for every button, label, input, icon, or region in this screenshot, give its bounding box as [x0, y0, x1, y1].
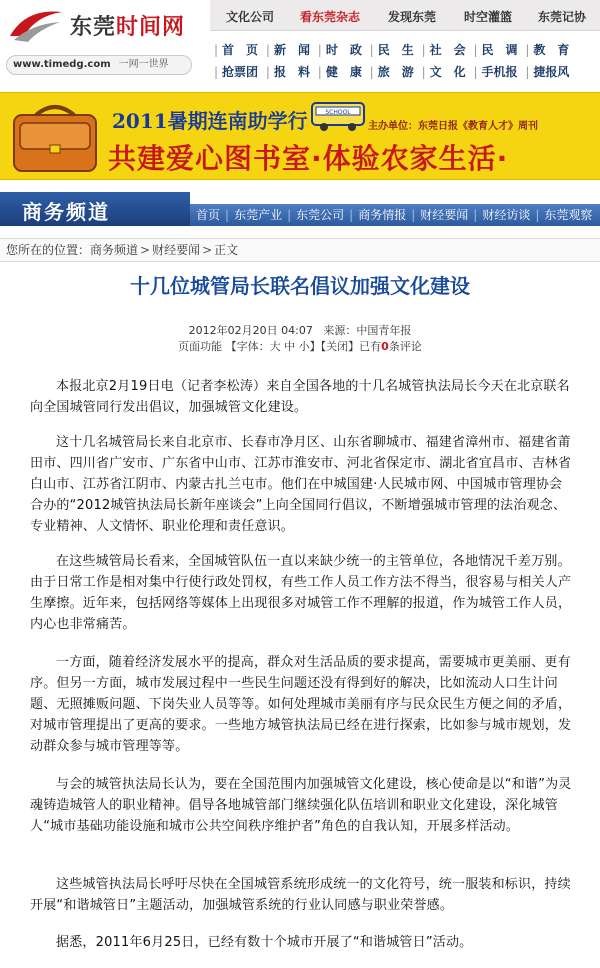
page-tools — [0, 338, 600, 354]
banner-title: 2011暑期连南助学行 — [112, 109, 308, 133]
sub-navigation — [210, 37, 600, 85]
font-size-medium[interactable]: 中 — [284, 340, 296, 353]
banner-slogan: 共建爱心图书室·体验农家生活· — [108, 142, 509, 175]
logo-swoosh-icon — [6, 6, 66, 44]
channel-nav-finance-news[interactable]: 财经要闻 — [420, 208, 469, 222]
subnav-society[interactable]: 社 会 — [429, 43, 466, 57]
channel-nav-industry[interactable]: 东莞产业 — [234, 208, 283, 222]
channel-nav-observe[interactable]: 东莞观察 — [544, 208, 593, 222]
site-slogan: 一网一世界 — [118, 59, 169, 70]
schoolbag-icon — [6, 101, 104, 175]
breadcrumb-label: 您所在的位置： — [6, 243, 91, 257]
close-link[interactable]: 】【关闭】 — [309, 340, 360, 353]
site-header — [0, 0, 600, 92]
top-tab-magazine[interactable]: 看东莞杂志 — [300, 10, 361, 24]
article-paragraph-7: 据悉，2011年6月25日，已经有数十个城市开展了“和谐城管日”活动。 — [56, 935, 473, 950]
article-paragraph-3: 在这些城管局长看来，全国城管队伍一直以来缺少统一的主管单位，各地情况千差万别。由于日常工作是相对集中行使行政处罚权，有些工作人员工作方法不得当，很容易与相关人产生摩擦。近年来，包括网络等媒体上出现很多对城管工作不理解的报道，作为城管工作人员，内心也非常痛苦。 — [30, 554, 572, 632]
channel-title: 商务频道 — [22, 200, 110, 224]
channel-nav-intel[interactable]: 商务情报 — [358, 208, 407, 222]
site-name-part1: 东莞 — [70, 15, 117, 40]
breadcrumb: 您所在的位置：商务频道 > 财经要闻 > 正文 — [0, 238, 600, 262]
channel-title-block[interactable] — [0, 192, 190, 226]
channel-nav-interviews[interactable]: 财经访谈 — [482, 208, 531, 222]
top-tab-journalists[interactable]: 东莞记协 — [538, 10, 587, 24]
article-source: 中国青年报 — [356, 324, 412, 337]
site-url-bar — [6, 55, 192, 75]
channel-nav-home[interactable]: 首页 — [196, 208, 221, 222]
subnav-row-1: | 首 页 | 新 闻 | 时 政 | 民 生 | 社 会 | 民 调 | 教 育 — [214, 43, 570, 57]
subnav-jiebao[interactable]: 捷报风 — [533, 65, 570, 79]
site-name — [70, 10, 185, 41]
tools-label: 页面功能 【字体： — [178, 340, 270, 353]
breadcrumb-item-finance[interactable]: 财经要闻 — [152, 243, 201, 257]
channel-nav-companies[interactable]: 东莞公司 — [296, 208, 345, 222]
top-tab-culture-company[interactable]: 文化公司 — [226, 10, 275, 24]
breadcrumb-item-channel[interactable]: 商务频道 — [90, 243, 139, 257]
school-bus-icon — [310, 99, 366, 133]
site-name-part2: 时间网 — [116, 15, 186, 40]
subnav-politics[interactable]: 时 政 — [325, 43, 362, 57]
subnav-health[interactable]: 健 康 — [325, 65, 362, 79]
top-tab-basketball[interactable]: 时空灌篮 — [464, 10, 513, 24]
article-datetime: 2012年02月20日 04:07 — [188, 324, 313, 337]
site-url[interactable]: www.timedg.com — [13, 59, 111, 70]
article-paragraph-5: 与会的城管执法局长认为，要在全国范围内加强城管文化建设，核心使命是以“和谐”为灵魂铸造城管人的职业精神。倡导各地城管部门继续强化队伍培训和职业文化建设，深化城管人“城市基础功能设施和城市公共空间秩序维护者”角色的自我认知，开展多样活动。 — [30, 777, 572, 834]
font-size-large[interactable]: 大 — [269, 340, 281, 353]
font-size-small[interactable]: 小 — [298, 340, 310, 353]
subnav-tickets[interactable]: 抢票团 — [222, 65, 259, 79]
comment-count[interactable]: 0 — [381, 340, 389, 353]
comment-prefix: 已有 — [359, 340, 382, 353]
subnav-survey[interactable]: 民 调 — [481, 43, 518, 57]
top-tabs — [210, 0, 600, 31]
article-meta — [0, 322, 600, 338]
article-paragraph-4: 一方面，随着经济发展水平的提高，群众对生活品质的要求提高，需要城市更美丽、更有序。但另一方面，城市发展过程中一些民生问题还没有得到好的解决，比如流动人口生计问题、无照摊贩问题、下岗失业人员等等。如何处理城市美丽有序与民众民生方便之间的矛盾，对城市管理提出了更高的要求。一些地方城管执法局已经在进行探索，比如参与城市规划，发动群众参与城市管理等等。 — [30, 655, 572, 754]
article-title: 十几位城管局长联名倡议加强文化建设 — [130, 274, 470, 298]
comment-suffix: 条评论 — [388, 340, 422, 353]
top-tab-discover[interactable]: 发现东莞 — [388, 10, 437, 24]
article-paragraph-6: 这些城管执法局长呼吁尽快在全国城管系统形成统一的文化符号，统一服装和标识，持续开展“和谐城管日”主题活动，加强城管系统的行业认同感与职业荣誉感。 — [30, 877, 571, 913]
subnav-home[interactable]: 首 页 — [222, 43, 259, 57]
subnav-education[interactable]: 教 育 — [533, 43, 570, 57]
banner-organizer: 主办单位：东莞日报《教育人才》周刊 — [368, 121, 538, 132]
promo-banner[interactable] — [0, 92, 600, 180]
subnav-row-2: | 抢票团 | 报 料 | 健 康 | 旅 游 | 文 化 | 手机报 | 捷报风 — [214, 65, 570, 79]
subnav-livelihood[interactable]: 民 生 — [377, 43, 414, 57]
article-paragraph-1: 本报北京2月19日电（记者李松涛）来自全国各地的十几名城管执法局长今天在北京联名向全国城管同行发出倡议，加强城管文化建设。 — [30, 379, 570, 415]
channel-nav: 首页 | 东莞产业 | 东莞公司 | 商务情报 | 财经要闻 | 财经访谈 | 东莞观察 — [190, 204, 600, 226]
subnav-report[interactable]: 报 料 — [273, 65, 310, 79]
channel-bar — [0, 182, 600, 228]
source-label: 来源： — [323, 324, 357, 337]
bus-label: SCHOOL — [325, 109, 351, 116]
site-logo[interactable] — [6, 6, 196, 46]
breadcrumb-item-current: 正文 — [214, 243, 239, 257]
subnav-news[interactable]: 新 闻 — [273, 43, 310, 57]
article-paragraph-2: 这十几名城管局长来自北京市、长春市净月区、山东省聊城市、福建省漳州市、福建省莆田市、四川省广安市、广东省中山市、江苏市淮安市、河北省保定市、湖北省宜昌市、吉林省白山市、江苏省江阴市、内蒙古扎兰屯市。他们在中城国建·人民城市网、中国城市管理协会合办的“2012城管执法局长新年座谈会”上向全国同行倡议，不断增强城市管理的法治观念、专业精神、人文情怀、职业伦理和责任意识。 — [30, 435, 572, 534]
subnav-travel[interactable]: 旅 游 — [377, 65, 414, 79]
subnav-culture[interactable]: 文 化 — [429, 65, 466, 79]
subnav-mobile[interactable]: 手机报 — [481, 65, 518, 79]
